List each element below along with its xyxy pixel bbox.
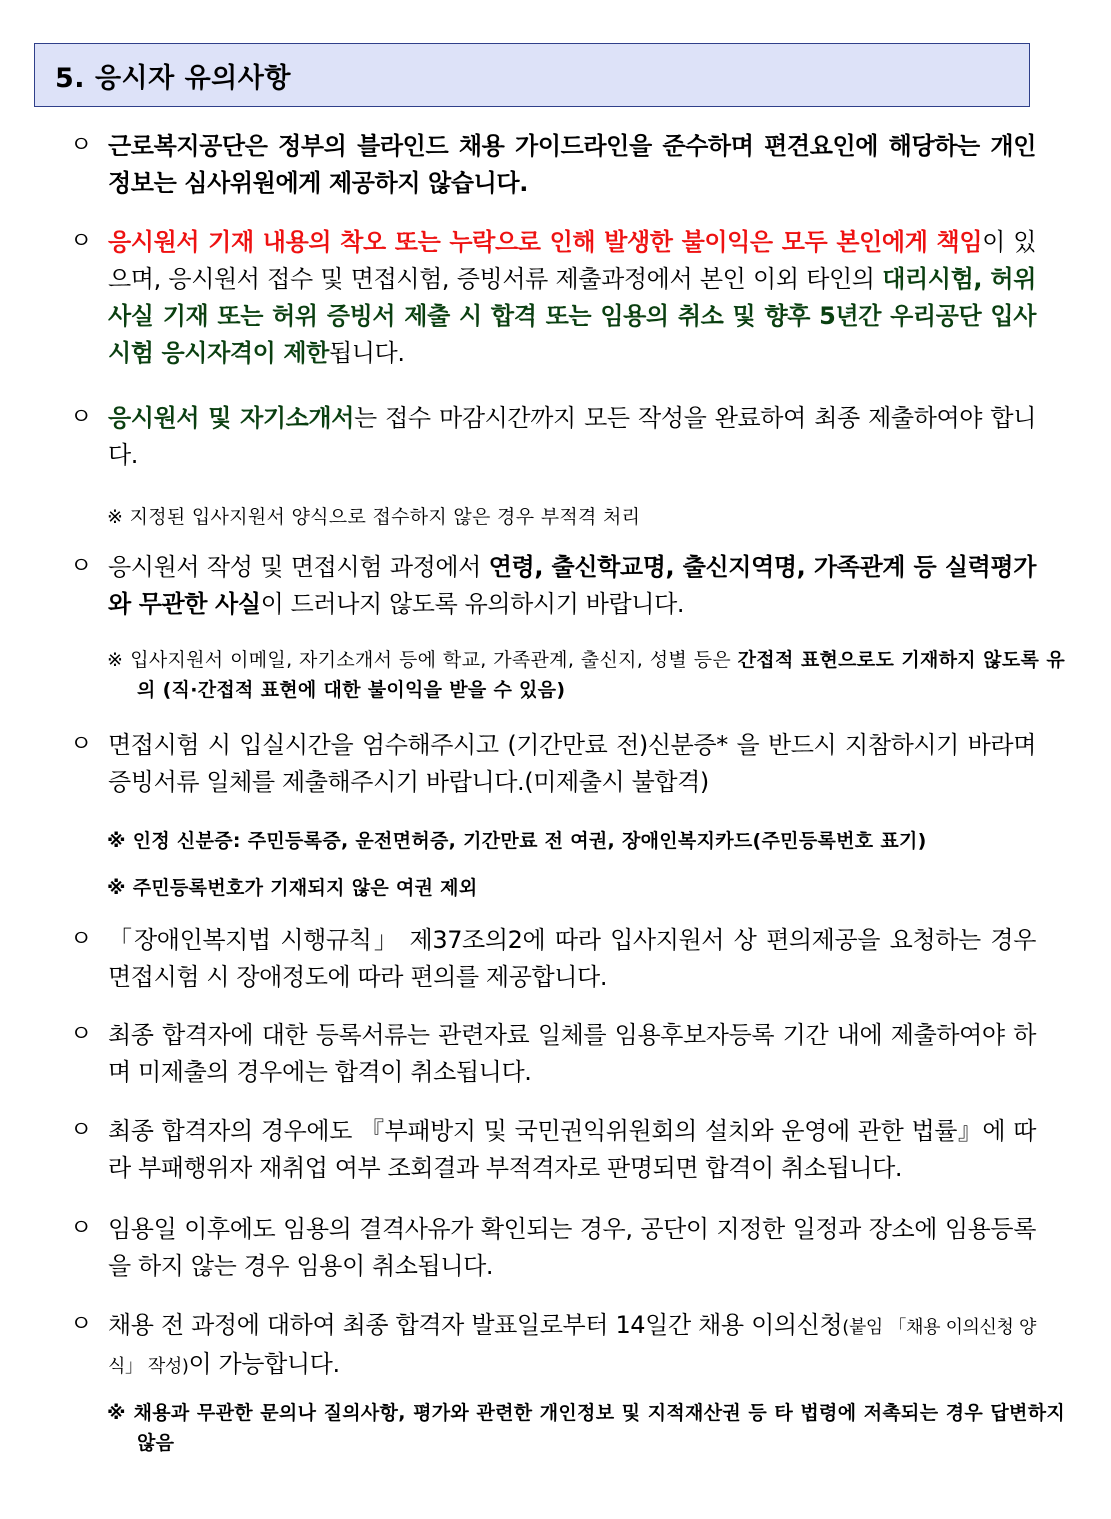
section-title: 5. 응시자 유의사항 <box>55 62 291 94</box>
bullet-icon: ㅇ <box>70 731 93 757</box>
item-text: 됩니다. <box>328 339 405 367</box>
item-text-emphasis: 응시원서 및 자기소개서 <box>108 404 354 432</box>
bullet-icon: ㅇ <box>70 1311 93 1337</box>
item-text-warning: 응시원서 기재 내용의 착오 또는 누락으로 인해 발생한 불이익은 모두 본인에게 책임 <box>108 228 983 256</box>
item-text: 응시원서 작성 및 면접시험 과정에서 <box>108 553 489 581</box>
bullet-icon: ㅇ <box>70 228 93 254</box>
note-mark: ※ <box>107 649 124 671</box>
note-text: 채용과 무관한 문의나 질의사항, 평가와 관련한 개인정보 및 지적재산권 등 타 법령에 저촉되는 경우 답변하지 않음 <box>133 1402 1066 1454</box>
item-text: 는 접수 마감시간까지 모든 작성을 완료하여 최종 제출하여야 합니다. <box>108 404 1036 469</box>
notice-item-submission <box>70 400 1036 474</box>
notice-item-disqualification <box>70 1211 1036 1285</box>
notice-item-id-card <box>70 727 1036 801</box>
note-text: 인정 신분증: 주민등록증, 운전면허증, 기간만료 전 여권, 장애인복지카드(주민등록번호 표기) <box>132 830 927 852</box>
note-text: 지정된 입사지원서 양식으로 접수하지 않은 경우 부적격 처리 <box>129 506 641 528</box>
bullet-icon: ㅇ <box>70 404 93 430</box>
section-header <box>34 43 1030 107</box>
item-text: 임용일 이후에도 임용의 결격사유가 확인되는 경우, 공단이 지정한 일정과 장소에 임용등록을 하지 않는 경우 임용이 취소됩니다. <box>108 1215 1036 1280</box>
item-text: 이 있으며, 응시원서 접수 및 면접시험, 증빙서류 제출과정에서 본인 이외 타인의 <box>108 228 1036 293</box>
bullet-icon: ㅇ <box>70 553 93 579</box>
bullet-icon: ㅇ <box>70 1117 93 1143</box>
item-text: 최종 합격자에 대한 등록서류는 관련자료 일체를 임용후보자등록 기간 내에 제출하여야 하며 미제출의 경우에는 합격이 취소됩니다. <box>108 1021 1036 1086</box>
note-indirect-expression <box>107 645 1065 705</box>
note-valid-id <box>107 826 1065 856</box>
notice-item-privacy <box>70 128 1036 202</box>
bullet-icon: ㅇ <box>70 1021 93 1047</box>
item-text: 「장애인복지법 시행규칙」 제37조의2에 따라 입사지원서 상 편의제공을 요청하는 경우 면접시험 시 장애정도에 따라 편의를 제공합니다. <box>108 926 1036 991</box>
item-text-emphasis: 대리시험, 허위사실 기재 또는 허위 증빙서 제출 시 합격 또는 임용의 취소 및 향후 5년간 우리공단 입사시험 응시자격이 제한 <box>108 265 1036 367</box>
notice-item-blind <box>70 549 1036 623</box>
notice-item-responsibility <box>70 224 1036 372</box>
notice-item-registration <box>70 1017 1036 1091</box>
bullet-icon: ㅇ <box>70 1215 93 1241</box>
item-text-small: (붙임 「채용 이의신청 양식」 작성) <box>108 1317 1036 1377</box>
item-text: 채용 전 과정에 대하여 최종 합격자 발표일로부터 14일간 채용 이의신청 <box>108 1311 843 1339</box>
note-mark: ※ <box>107 830 126 852</box>
item-text: 이 드러나지 않도록 유의하시기 바랍니다. <box>260 590 685 618</box>
bullet-icon: ㅇ <box>70 926 93 952</box>
item-text: 최종 합격자의 경우에도 『부패방지 및 국민권익위원회의 설치와 운영에 관한 법률』에 따라 부패행위자 재취업 여부 조회결과 부적격자로 판명되면 합격이 취소됩니다. <box>108 1117 1036 1182</box>
note-text: 입사지원서 이메일, 자기소개서 등에 학교, 가족관계, 출신지, 성별 등은 <box>130 649 738 671</box>
notice-item-accommodation <box>70 922 1036 996</box>
item-text: 이 가능합니다. <box>188 1350 340 1378</box>
notice-item-anticorruption <box>70 1113 1036 1187</box>
bullet-icon: ㅇ <box>70 132 93 158</box>
item-text-bold: 연령, 출신학교명, 출신지역명, 가족관계 등 실력평가와 무관한 사실 <box>108 553 1036 618</box>
item-text: 면접시험 시 입실시간을 엄수해주시고 (기간만료 전)신분증* 을 반드시 지참하시기 바라며 증빙서류 일체를 제출해주시기 바랍니다.(미제출시 불합격) <box>108 731 1036 796</box>
note-mark: ※ <box>107 506 124 528</box>
note-mark: ※ <box>107 877 126 899</box>
note-text-bold: 간접적 표현으로도 기재하지 않도록 유의 (직·간접적 표현에 대한 불이익을 받을 수 있음) <box>137 649 1065 701</box>
note-text: 주민등록번호가 기재되지 않은 여권 제외 <box>132 877 478 899</box>
note-mark: ※ <box>107 1402 127 1424</box>
note-passport-exclusion <box>107 873 1065 903</box>
note-no-answer <box>107 1398 1065 1458</box>
notice-item-objection <box>70 1307 1036 1385</box>
item-text: 근로복지공단은 정부의 블라인드 채용 가이드라인을 준수하며 편견요인에 해당하는 개인정보는 심사위원에게 제공하지 않습니다. <box>108 132 1036 197</box>
note-form-format <box>107 502 1065 532</box>
